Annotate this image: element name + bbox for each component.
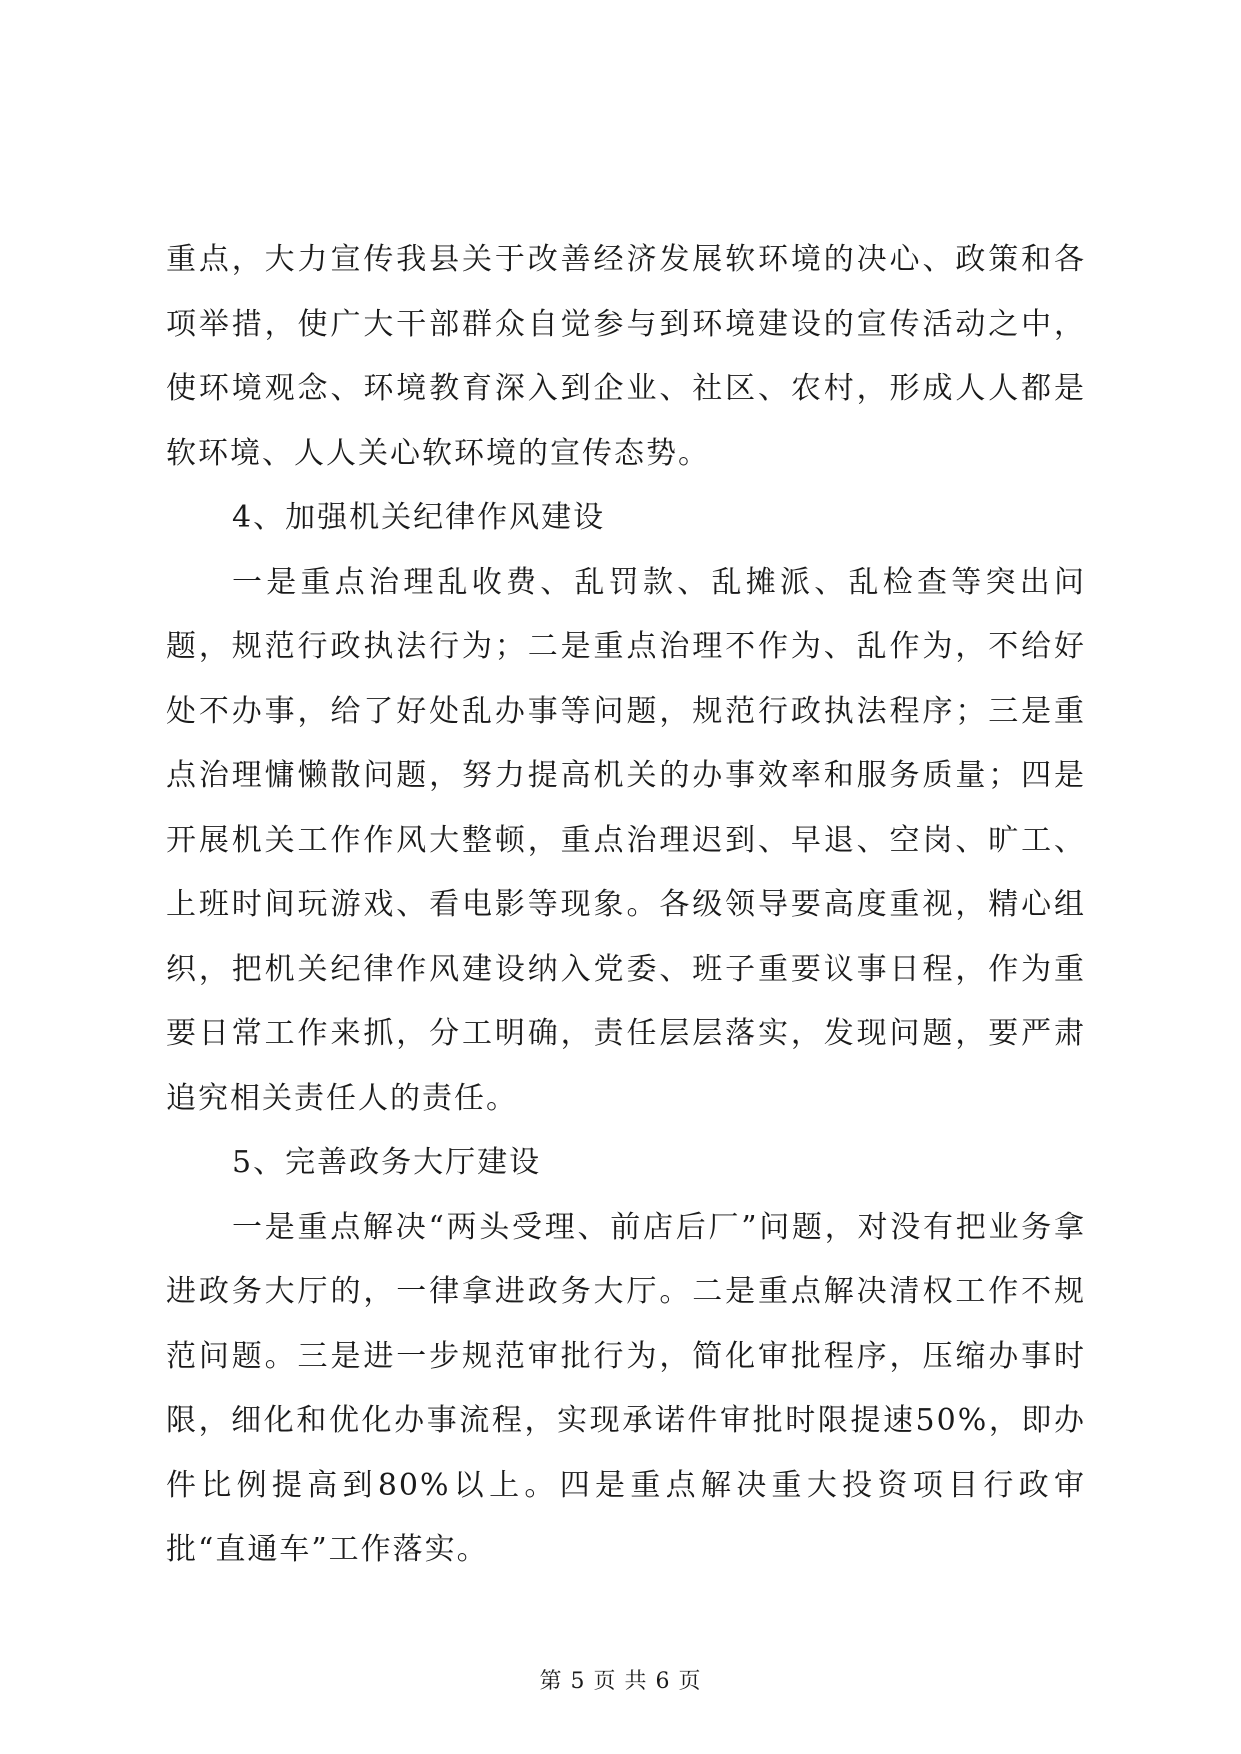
paragraph-discipline: 一是重点治理乱收费、乱罚款、乱摊派、乱检查等突出问题，规范行政执法行为；二是重点治理不作为、乱作为，不给好处不办事，给了好处乱办事等问题，规范行政执法程序；三是重点治理慵懒散问题，努力提高机关的办事效率和服务质量；四是开展机关工作作风大整顿，重点治理迟到、早退、空岗、旷工、上班时间玩游戏、看电影等现象。各级领导要高度重视，精心组织，把机关纪律作风建设纳入党委、班子重要议事日程，作为重要日常工作来抓，分工明确，责任层层落实，发现问题，要严肃追究相关责任人的责任。 <box>166 564 1086 1116</box>
paragraph-continued: 重点，大力宣传我县关于改善经济发展软环境的决心、政策和各项举措，使广大干部群众自觉参与到环境建设的宣传活动之中，使环境观念、环境教育深入到企业、社区、农村，形成人人都是软环境、人人关心软环境的宣传态势。 <box>166 242 1086 471</box>
section-heading-4: 4、加强机关纪律作风建设 <box>232 500 606 535</box>
page-footer: 第 5 页 共 6 页 <box>539 1669 702 1694</box>
paragraph-service-hall: 一是重点解决“两头受理、前店后厂”问题，对没有把业务拿进政务大厅的，一律拿进政务大厅。二是重点解决清权工作不规范问题。三是进一步规范审批行为，简化审批程序，压缩办事时限，细化和优化办事流程，实现承诺件审批时限提速50%，即办件比例提高到80%以上。四是重点解决重大投资项目行政审批“直通车”工作落实。 <box>166 1209 1086 1567</box>
document-body <box>166 228 1086 1583</box>
section-heading-5: 5、完善政务大厅建设 <box>232 1145 542 1180</box>
